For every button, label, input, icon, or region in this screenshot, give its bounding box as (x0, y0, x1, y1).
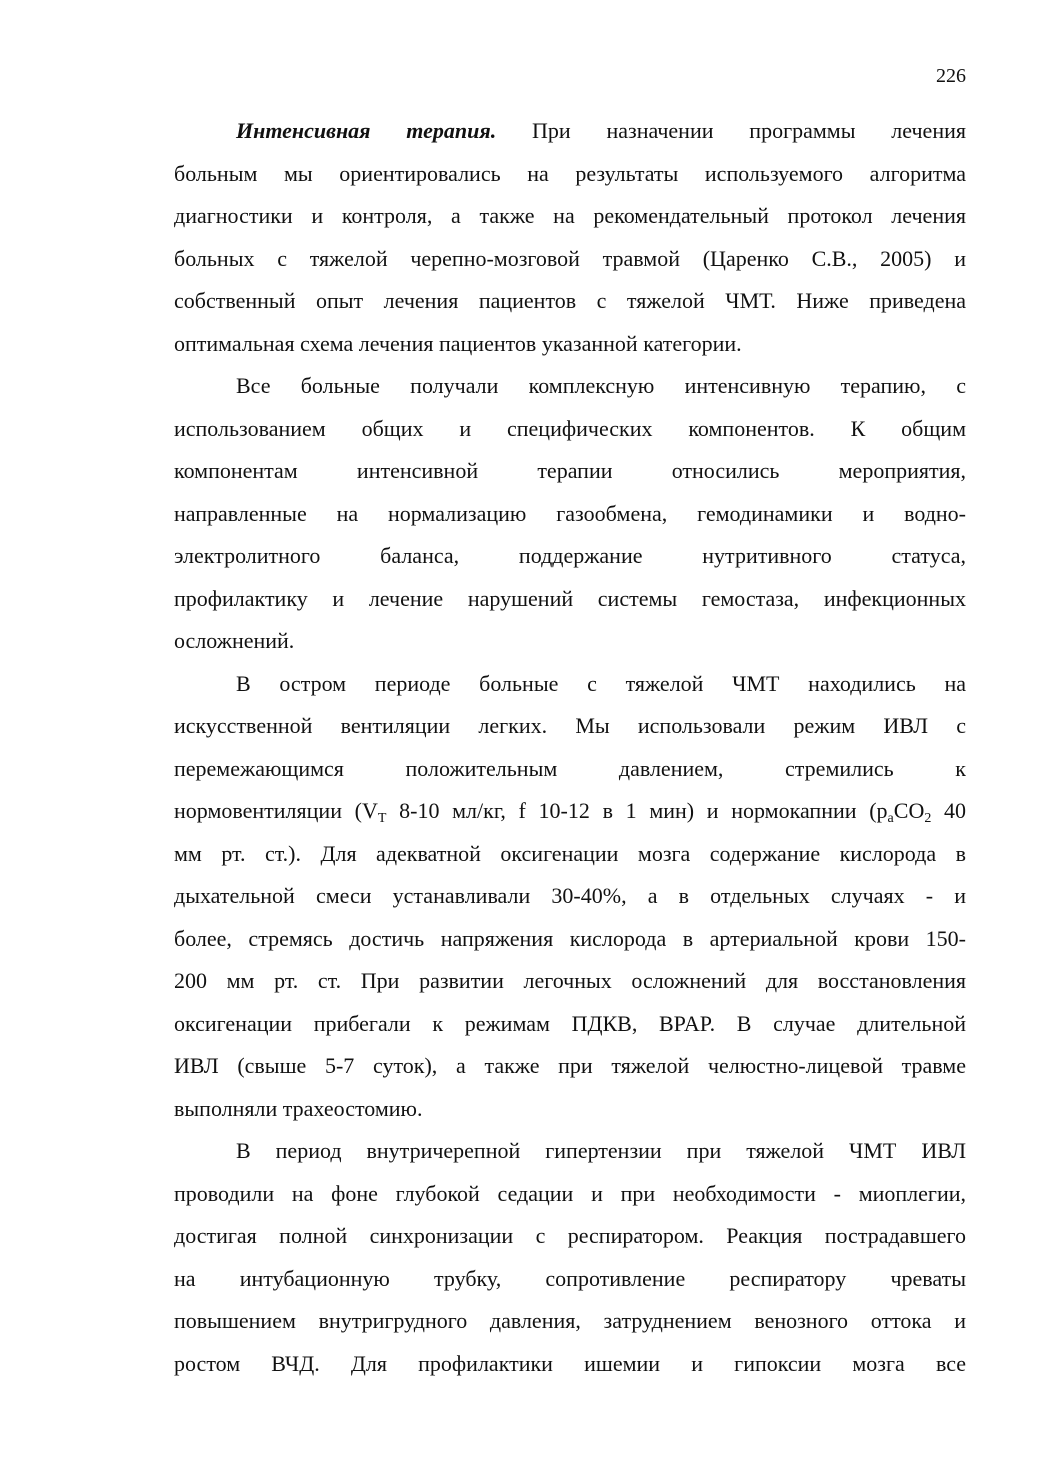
text-run: профилактику и лечение нарушений системы гемостаза, инфекционных (174, 585, 966, 611)
text-line (174, 1343, 966, 1386)
text-line (174, 365, 966, 408)
text-run: более, стремясь достичь напряжения кислорода в артериальной крови 150- (174, 925, 966, 951)
text-run: 200 мм рт. ст. При развитии легочных осложнений для восстановления (174, 968, 966, 993)
text-line (174, 833, 966, 876)
text-run: компонентам интенсивной терапии относились мероприятия, (174, 458, 966, 483)
text-line (174, 1045, 966, 1088)
text-run: повышением внутригрудного давления, затруднением венозного оттока и (174, 1308, 966, 1333)
subscript: a (887, 811, 894, 826)
paragraph (174, 365, 966, 663)
text-line (174, 1130, 966, 1173)
text-line (174, 1258, 966, 1301)
text-run: направленные на нормализацию газообмена, гемодинамики и водно- (174, 500, 966, 526)
text-run: оптимальная схема лечения пациентов указанной категории. (174, 330, 742, 356)
text-run: перемежающимся положительным давлением, стремились к (174, 755, 966, 781)
text-run: Все больные получали комплексную интенсивную терапию, с (236, 373, 966, 398)
text-run: ростом ВЧД. Для профилактики ишемии и гипоксии мозга все (174, 1350, 966, 1376)
text-run: проводили на фоне глубокой седации и при необходимости - миоплегии, (174, 1180, 966, 1206)
text-line (174, 323, 966, 366)
text-line (174, 578, 966, 621)
text-line (174, 238, 966, 281)
text-run: больным мы ориентировались на результаты используемого алгоритма (174, 160, 966, 186)
text-line (174, 535, 966, 578)
text-line (174, 918, 966, 961)
text-line (174, 153, 966, 196)
text-line (174, 1088, 966, 1131)
paragraph (174, 1130, 966, 1385)
text-line (174, 1300, 966, 1343)
text-line (174, 748, 966, 791)
text-line (174, 620, 966, 663)
text-run: В остром периоде больные с тяжелой ЧМТ находились на (236, 670, 966, 696)
text-run: 40 (931, 798, 967, 823)
text-run: дыхательной смеси устанавливали 30-40%, а в отдельных случаях - и (174, 883, 966, 908)
text-run: собственный опыт лечения пациентов с тяжелой ЧМТ. Ниже приведена (174, 288, 966, 313)
text-run: ИВЛ (свыше 5-7 суток), а также при тяжелой челюстно-лицевой травме (174, 1053, 966, 1078)
text-run: мм рт. ст.). Для адекватной оксигенации мозга содержание кислорода в (174, 840, 966, 866)
text-line (174, 1003, 966, 1046)
text-run: на интубационную трубку, сопротивление респиратору чреваты (174, 1265, 966, 1291)
text-line (174, 195, 966, 238)
subscript: 2 (924, 811, 932, 826)
text-line (174, 1215, 966, 1258)
text-line (174, 493, 966, 536)
text-run: CO (893, 798, 925, 823)
text-run: достигая полной синхронизации с респиратором. Реакция пострадавшего (174, 1223, 966, 1248)
text-run: При назначении программы лечения (496, 118, 966, 143)
text-run: больных с тяжелой черепно-мозговой травмой (Царенко С.В., 2005) и (174, 245, 966, 271)
text-run: осложнений. (174, 628, 295, 653)
text-line (174, 408, 966, 451)
text-line (174, 960, 966, 1003)
paragraph (174, 110, 966, 365)
text-line (174, 1173, 966, 1216)
text-run: выполняли трахеостомию. (174, 1095, 423, 1121)
text-run: использованием общих и специфических компонентов. К общим (174, 415, 966, 441)
subscript: T (377, 811, 387, 826)
page-number: 226 (936, 65, 966, 87)
text-run: искусственной вентиляции легких. Мы использовали режим ИВЛ с (174, 713, 966, 738)
text-run: В период внутричерепной гипертензии при тяжелой ЧМТ ИВЛ (236, 1138, 966, 1163)
text-run: оксигенации прибегали к режимам ПДКВ, BPAP. В случае длительной (174, 1010, 966, 1036)
text-line (174, 663, 966, 706)
section-heading: Интенсивная терапия. (236, 118, 497, 143)
text-line (174, 790, 966, 833)
text-run: электролитного баланса, поддержание нутритивного статуса, (174, 543, 966, 568)
text-run: диагностики и контроля, а также на рекомендательный протокол лечения (174, 203, 966, 228)
text-line (174, 280, 966, 323)
text-line (174, 705, 966, 748)
paragraph (174, 663, 966, 1131)
text-line (174, 450, 966, 493)
body-text (174, 110, 966, 1385)
text-line (174, 875, 966, 918)
text-run: 8-10 мл/кг, f 10-12 в 1 мин) и нормокапнии (p (386, 798, 888, 823)
text-run: нормовентиляции (V (174, 798, 378, 823)
text-line (174, 110, 966, 153)
